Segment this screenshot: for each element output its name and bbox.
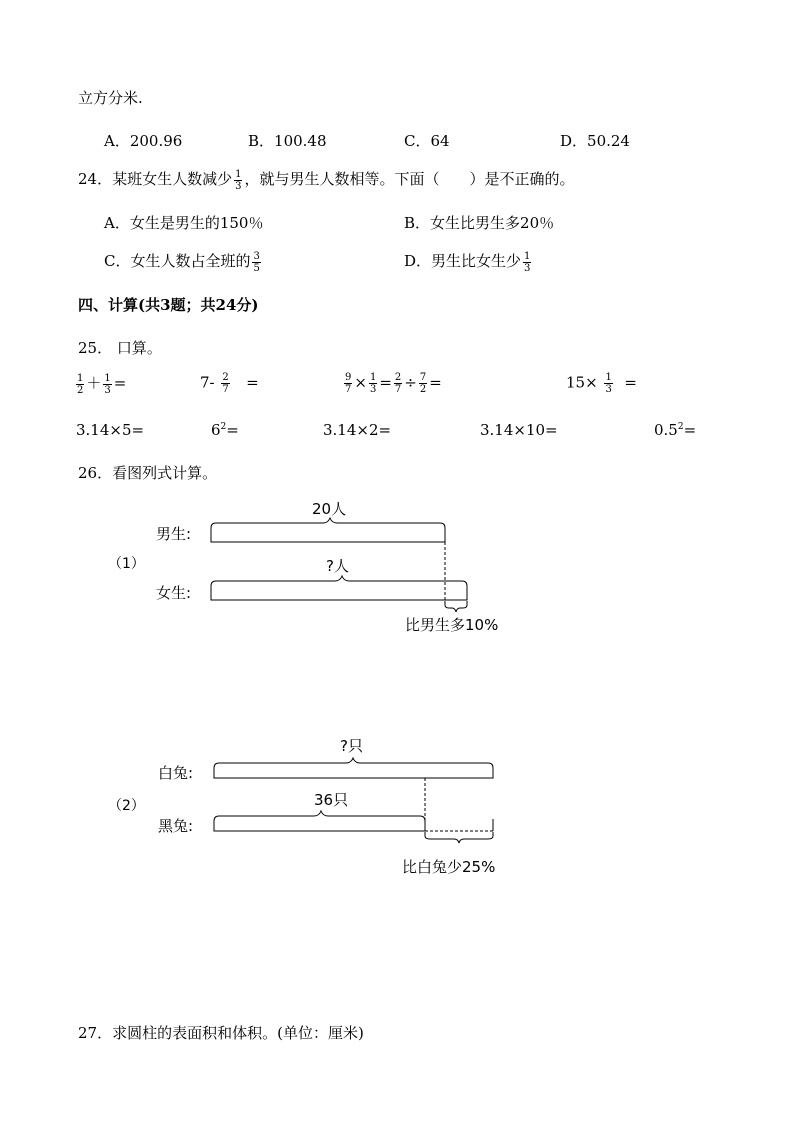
diagram-2-row2-label: 黑兔:: [158, 817, 194, 835]
q24-option-c: C．女生人数占全班的 $\frac{3}{5}$: [104, 250, 260, 274]
diagram-2-note: 比白兔少25%: [402, 858, 496, 876]
diagram-1-number: （1）: [108, 556, 145, 572]
fraction: $\frac{1}{3}$: [524, 250, 531, 274]
q25-expr-9: $0.5^2=$: [654, 421, 697, 439]
diagram-2-less-brace: [425, 832, 493, 843]
q24-stem: 24．某班女生人数减少 $\frac{1}{3}$ ，就与男生人数相等。下面（ ）是不正确的。: [78, 168, 575, 192]
q27-title: 27．求圆柱的表面积和体积。(单位：厘米): [78, 1024, 364, 1042]
q24-option-d: D．男生比女生少 $\frac{1}{3}$: [404, 250, 531, 274]
diagram-1-row2-value: ?人: [326, 557, 349, 575]
q25-expr-4: 15× $\frac{1}{3}$ =: [566, 372, 637, 395]
diagram-1-row1-bar: [211, 518, 445, 542]
diagram-2-row2-bar: [214, 811, 425, 831]
q25-expr-2: 7- $\frac{2}{7}$ =: [200, 372, 259, 395]
diagram-1-row2-bar: [211, 576, 467, 600]
diagram-1-row1-value: 20人: [312, 500, 347, 518]
q25-title: 25． 口算。: [78, 339, 162, 357]
q23-option-b: B．100.48: [248, 132, 327, 150]
diagram-2-row1-label: 白兔:: [158, 764, 194, 782]
diagram-2: [100, 732, 540, 882]
q25-expr-5: 3.14×5=: [76, 421, 145, 439]
q24-option-b: B．女生比男生多20％: [404, 214, 555, 232]
diagram-1-row2-label: 女生:: [156, 584, 192, 602]
q24-option-a: A．女生是男生的150％: [104, 214, 264, 232]
q23-option-c: C．64: [404, 132, 450, 150]
diagram-2-row2-value: 36只: [314, 791, 349, 809]
fraction: $\frac{1}{3}$: [235, 168, 242, 192]
diagram-2-number: （2）: [108, 798, 145, 814]
diagram-1-row1-label: 男生:: [156, 525, 192, 543]
q25-expr-6: $6^2=$: [211, 421, 239, 439]
diagram-1-note: 比男生多10%: [405, 616, 499, 634]
diagram-1-extra-brace: [445, 601, 467, 612]
q25-expr-8: 3.14×10=: [480, 421, 558, 439]
q23-option-d: D．50.24: [560, 132, 630, 150]
section-heading: 四、计算(共3题；共24分): [78, 296, 259, 314]
q25-expr-7: 3.14×2=: [323, 421, 392, 439]
q23-tail: 立方分米.: [78, 89, 143, 107]
diagram-2-row1-value: ?只: [340, 737, 363, 755]
q25-expr-1: $\frac{1}{2}$ ＋ $\frac{1}{3}$ =: [77, 372, 127, 396]
q26-title: 26．看图列式计算。: [78, 464, 218, 482]
q23-option-a: A．200.96: [104, 132, 183, 150]
q25-expr-3: $\frac{9}{7}$ × $\frac{1}{3}$ = $\frac{2}{7}$ ÷ $\frac{7}{2}$ =: [345, 372, 442, 395]
diagram-1: [100, 492, 540, 642]
diagram-2-row1-bar: [214, 758, 493, 778]
fraction: $\frac{3}{5}$: [253, 250, 260, 274]
